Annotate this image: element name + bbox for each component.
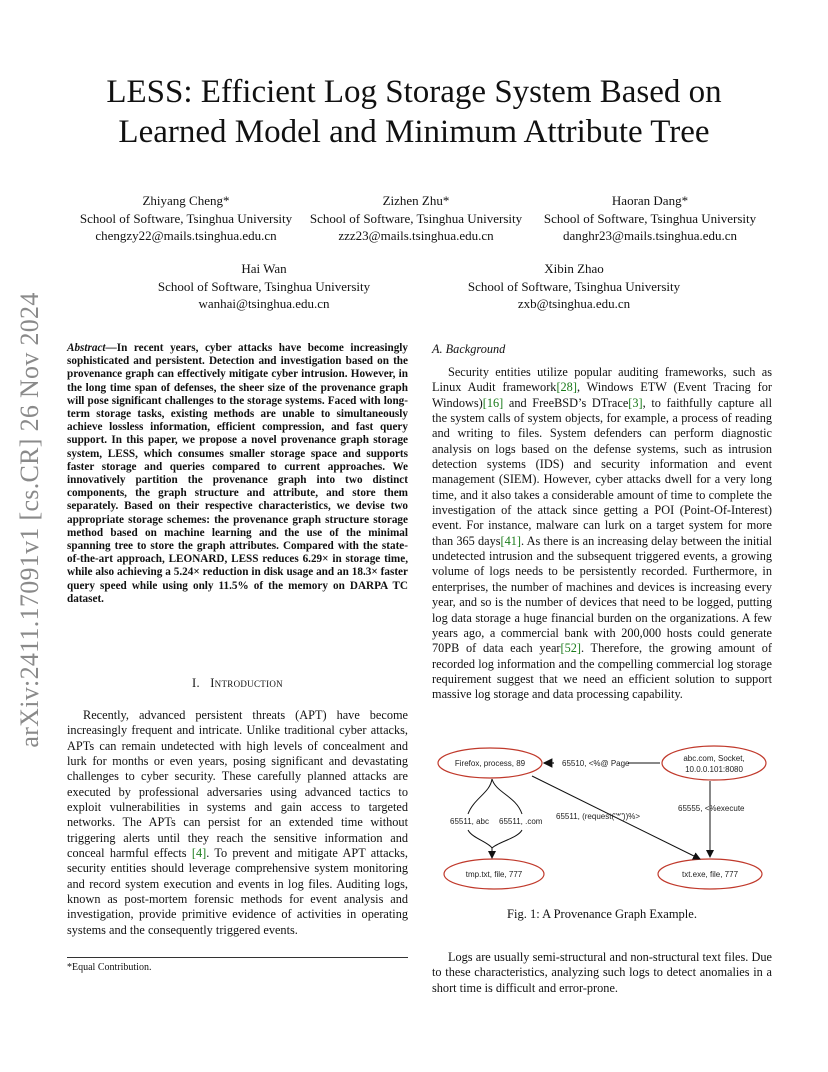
- author-name: Zizhen Zhu*: [382, 193, 450, 208]
- author-email[interactable]: danghr23@mails.tsinghua.edu.cn: [562, 228, 738, 243]
- bg-text: . As there is an increasing delay between the initial undetected intrusion and the subsequent triggered events, a growing volume of logs needs to be persistently recorded. Furthermore, in enterprises, the number of machines and devices is increasing every year, and so is the number of devices that need to be logged, putting log data storage a huge financial burden on the organizations. A few years ago, a commercial bank with 200,000 hosts could generate 70PB of data each year: [432, 533, 772, 656]
- edge-split-right: [492, 779, 522, 814]
- arxiv-id-text: arXiv:2411.17091v1 [cs.CR] 26 Nov 2024: [15, 292, 44, 748]
- intro-text-a: Recently, advanced persistent threats (APT) have become increasingly frequent and intricate. Unlike traditional cyber attacks, APTs can remain undetected with high levels of concealment and lurk for months or even years, posing significant and devastating challenges to cyber security. These carefully planned attacks are executed by professional adversaries using advanced tactics to exploit vulnerabilities in systems and gain access to targeted networks. The APTs can persist for an extended time without triggering alerts until they reach the sensitive information and conceal harmful effects: [67, 708, 408, 861]
- title-line-2: Learned Model and Minimum Attribute Tree: [118, 114, 710, 150]
- footnote: *Equal Contribution.: [67, 962, 152, 973]
- citation-link[interactable]: [4]: [191, 846, 207, 861]
- author-email[interactable]: zxb@tsinghua.edu.cn: [517, 296, 631, 311]
- provenance-graph-figure: [432, 738, 772, 898]
- edge-execute-label: 65555, <%execute: [678, 804, 745, 813]
- abstract-text: —In recent years, cyber attacks have become increasingly sophisticated and persistent. Detection and investigation based on the provenance graph can effectively mitigate cyber intrusion. However, in the long time span of defenses, the sheer size of the provenance graph will pose significant challenges to the storage systems. Faced with long-term storage tasks, existing methods are unable to simultaneously achieve lossless information, efficient compression, and fast query support. In this paper, we propose a novel provenance graph storage system, LESS, which consumes smaller storage space and supports faster storage and queries compared to current approaches. We innovatively partition the provenance graph into two distinct components, the graph structure and attribute, and store them separately. Based on their respective characteristics, we devise two appropriate storage schemes: the provenance graph structure storage method based on machine learning and the use of the minimal spanning tree to store the graph attributes. Compared with the state-of-the-art approach, LEONARD, LESS reduces 6.29× in storage time, while also achieving a 5.24× reduction in disk usage and an 18.3× faster query speed while using only 11.5% of the memory on DARPA TC dataset.: [67, 342, 408, 605]
- bg-text: and FreeBSD’s DTrace: [503, 395, 629, 410]
- author-block-4: [146, 260, 382, 313]
- figure-caption: Fig. 1: A Provenance Graph Example.: [507, 907, 697, 921]
- edge-com-label: 65511, .com: [499, 817, 543, 826]
- bg-text: , to faithfully capture all the system calls of system objects, for example, a process of reading and writing to files. System defenders can perform diagnostic analysis on logs based on the defense systems, such as intrusion detection systems (IDS) and security information and event management (SIEM). However, cyber attacks dwell for a very long time, and it also takes a considerable amount of time to complete the investigation of the attack since getting a POI (Point-Of-Interest) event. For instance, malware can lurk on a target system for more than 365 days: [432, 395, 772, 548]
- author-email[interactable]: chengzy22@mails.tsinghua.edu.cn: [95, 228, 277, 243]
- author-block-5: [456, 260, 692, 313]
- intro-paragraph: [67, 708, 408, 938]
- edge-page-label: 65510, <%@ Page: [562, 759, 630, 768]
- citation-link[interactable]: [16]: [482, 395, 504, 410]
- node-abc-socket: [662, 746, 766, 780]
- node-firefox-label: Firefox, process, 89: [454, 759, 526, 768]
- node-tmp-label: tmp.txt, file, 777: [465, 870, 523, 879]
- author-email[interactable]: wanhai@tsinghua.edu.cn: [198, 296, 330, 311]
- background-paragraph-2: Logs are usually semi-structural and non-structural text files. Due to these characteristics, analyzing such logs to detect anomalies in a short time is difficult and error-prone.: [432, 950, 772, 995]
- citation-link[interactable]: [28]: [556, 380, 577, 395]
- edge-merge-right: [492, 830, 522, 848]
- author-affiliation: School of Software, Tsinghua University: [157, 278, 371, 294]
- node-abc-label-1: abc.com, Socket,: [683, 754, 745, 763]
- edge-request-label: 65511, (request("*"))%>: [556, 812, 641, 821]
- intro-text-b: . To prevent and mitigate APT attacks, security entities should leverage comprehensive system monitoring and record system execution and events in log files. Auditing logs, known as post-mortem forensic methods for event analysis and investigation, provide primitive evidence of activities in operating systems and the consequently triggered events.: [67, 846, 408, 937]
- subsection-heading-background: A. Background: [432, 342, 506, 356]
- author-name: Haoran Dang*: [611, 193, 689, 208]
- abstract: [67, 342, 408, 606]
- author-affiliation: School of Software, Tsinghua University: [467, 278, 681, 294]
- bg-text: , Windows ETW (Event Tracing for Windows): [432, 380, 773, 410]
- citation-link[interactable]: [3]: [628, 395, 643, 410]
- author-block-1: [68, 192, 304, 245]
- footnote-divider: [67, 957, 408, 958]
- author-affiliation: School of Software, Tsinghua University: [79, 210, 293, 226]
- author-affiliation: School of Software, Tsinghua University: [543, 210, 757, 226]
- abstract-label: Abstract: [67, 342, 106, 354]
- edge-split-left: [468, 779, 492, 814]
- paper-title: [60, 72, 768, 152]
- author-block-2: [300, 192, 532, 245]
- author-block-3: [534, 192, 766, 245]
- arxiv-identifier: [10, 280, 50, 760]
- citation-link[interactable]: [52]: [560, 641, 582, 656]
- author-name: Hai Wan: [241, 261, 287, 276]
- section-heading-introduction: [67, 676, 408, 691]
- author-affiliation: School of Software, Tsinghua University: [309, 210, 523, 226]
- edge-merge-left: [468, 830, 492, 848]
- author-name: Xibin Zhao: [544, 261, 604, 276]
- node-abc-label-2: 10.0.0.101:8080: [685, 765, 743, 774]
- bg-text: . Therefore, the growing amount of recorded log information and the compelling commercial log storage requirement suggest that we need an efficient solution to support massive log storage and data processing capability.: [432, 641, 772, 702]
- edge-abc-label: 65511, abc: [450, 817, 489, 826]
- citation-link[interactable]: [41]: [500, 533, 522, 548]
- node-txt-label: txt.exe, file, 777: [681, 870, 739, 879]
- author-name: Zhiyang Cheng*: [142, 193, 230, 208]
- author-email[interactable]: zzz23@mails.tsinghua.edu.cn: [338, 228, 494, 243]
- section-title: Introduction: [210, 676, 283, 690]
- title-line-1: LESS: Efficient Log Storage System Based on: [106, 74, 722, 110]
- section-number: I.: [192, 676, 200, 690]
- bg-text: Security entities utilize popular auditing frameworks, such as Linux Audit framework: [432, 365, 772, 395]
- background-paragraph: [432, 365, 772, 703]
